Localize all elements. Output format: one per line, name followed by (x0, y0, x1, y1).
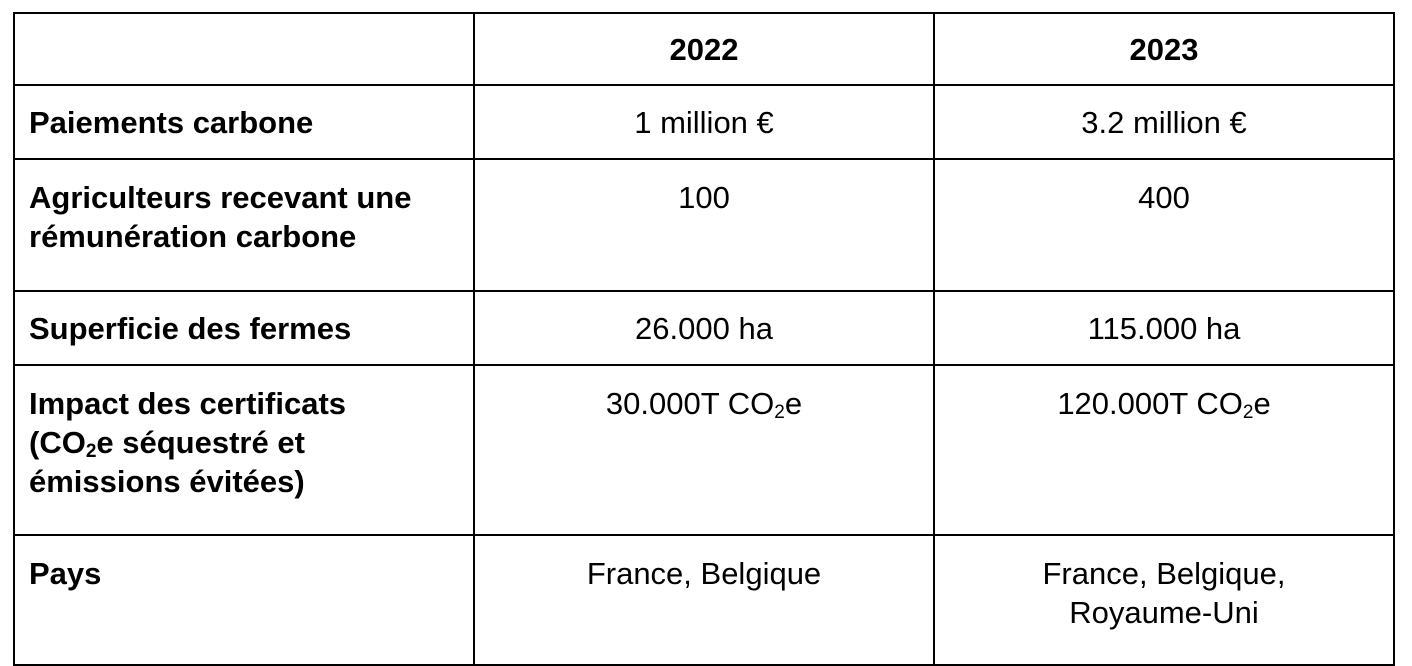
label-line: Impact des certificats (29, 386, 347, 421)
header-year-2022: 2022 (474, 13, 934, 85)
row-label-farm-area: Superficie des fermes (14, 291, 474, 365)
value-pre: 120.000T CO (1057, 386, 1243, 421)
row-label-carbon-payments: Paiements carbone (14, 85, 474, 159)
table-row (14, 291, 1394, 365)
value-line: Royaume-Uni (1069, 595, 1259, 630)
carbon-results-table (13, 12, 1395, 666)
subscript-two: 2 (774, 402, 785, 423)
cell-certificate-impact-2023 (934, 365, 1394, 535)
value-post: e (784, 386, 803, 421)
cell-farmers-paid-2023: 400 (934, 159, 1394, 291)
header-year-2023: 2023 (934, 13, 1394, 85)
cell-countries-2022: France, Belgique (474, 535, 934, 665)
table-row (14, 85, 1394, 159)
cell-farm-area-2023: 115.000 ha (934, 291, 1394, 365)
label-line: Agriculteurs recevant une (29, 180, 412, 215)
header-empty-cell (14, 13, 474, 85)
table-row (14, 535, 1394, 665)
value-line: France, Belgique, (1042, 556, 1286, 591)
row-label-farmers-paid (14, 159, 474, 291)
row-label-countries: Pays (14, 535, 474, 665)
label-line: émissions évitées) (29, 464, 305, 499)
table-row (14, 159, 1394, 291)
row-label-certificate-impact (14, 365, 474, 535)
value-post: e (1253, 386, 1271, 421)
cell-farmers-paid-2022: 100 (474, 159, 934, 291)
cell-carbon-payments-2023: 3.2 million € (934, 85, 1394, 159)
cell-certificate-impact-2022 (474, 365, 934, 535)
label-line-post: e séquestré et (96, 425, 305, 460)
table-row (14, 365, 1394, 535)
cell-carbon-payments-2022: 1 million € (474, 85, 934, 159)
subscript-two: 2 (1242, 402, 1254, 423)
value-pre: 30.000T CO (605, 386, 775, 421)
cell-countries-2023 (934, 535, 1394, 665)
table-header-row (14, 13, 1394, 85)
subscript-two: 2 (85, 441, 97, 462)
cell-farm-area-2022: 26.000 ha (474, 291, 934, 365)
label-line-pre: (CO (29, 425, 86, 460)
label-line: rémunération carbone (29, 219, 357, 254)
